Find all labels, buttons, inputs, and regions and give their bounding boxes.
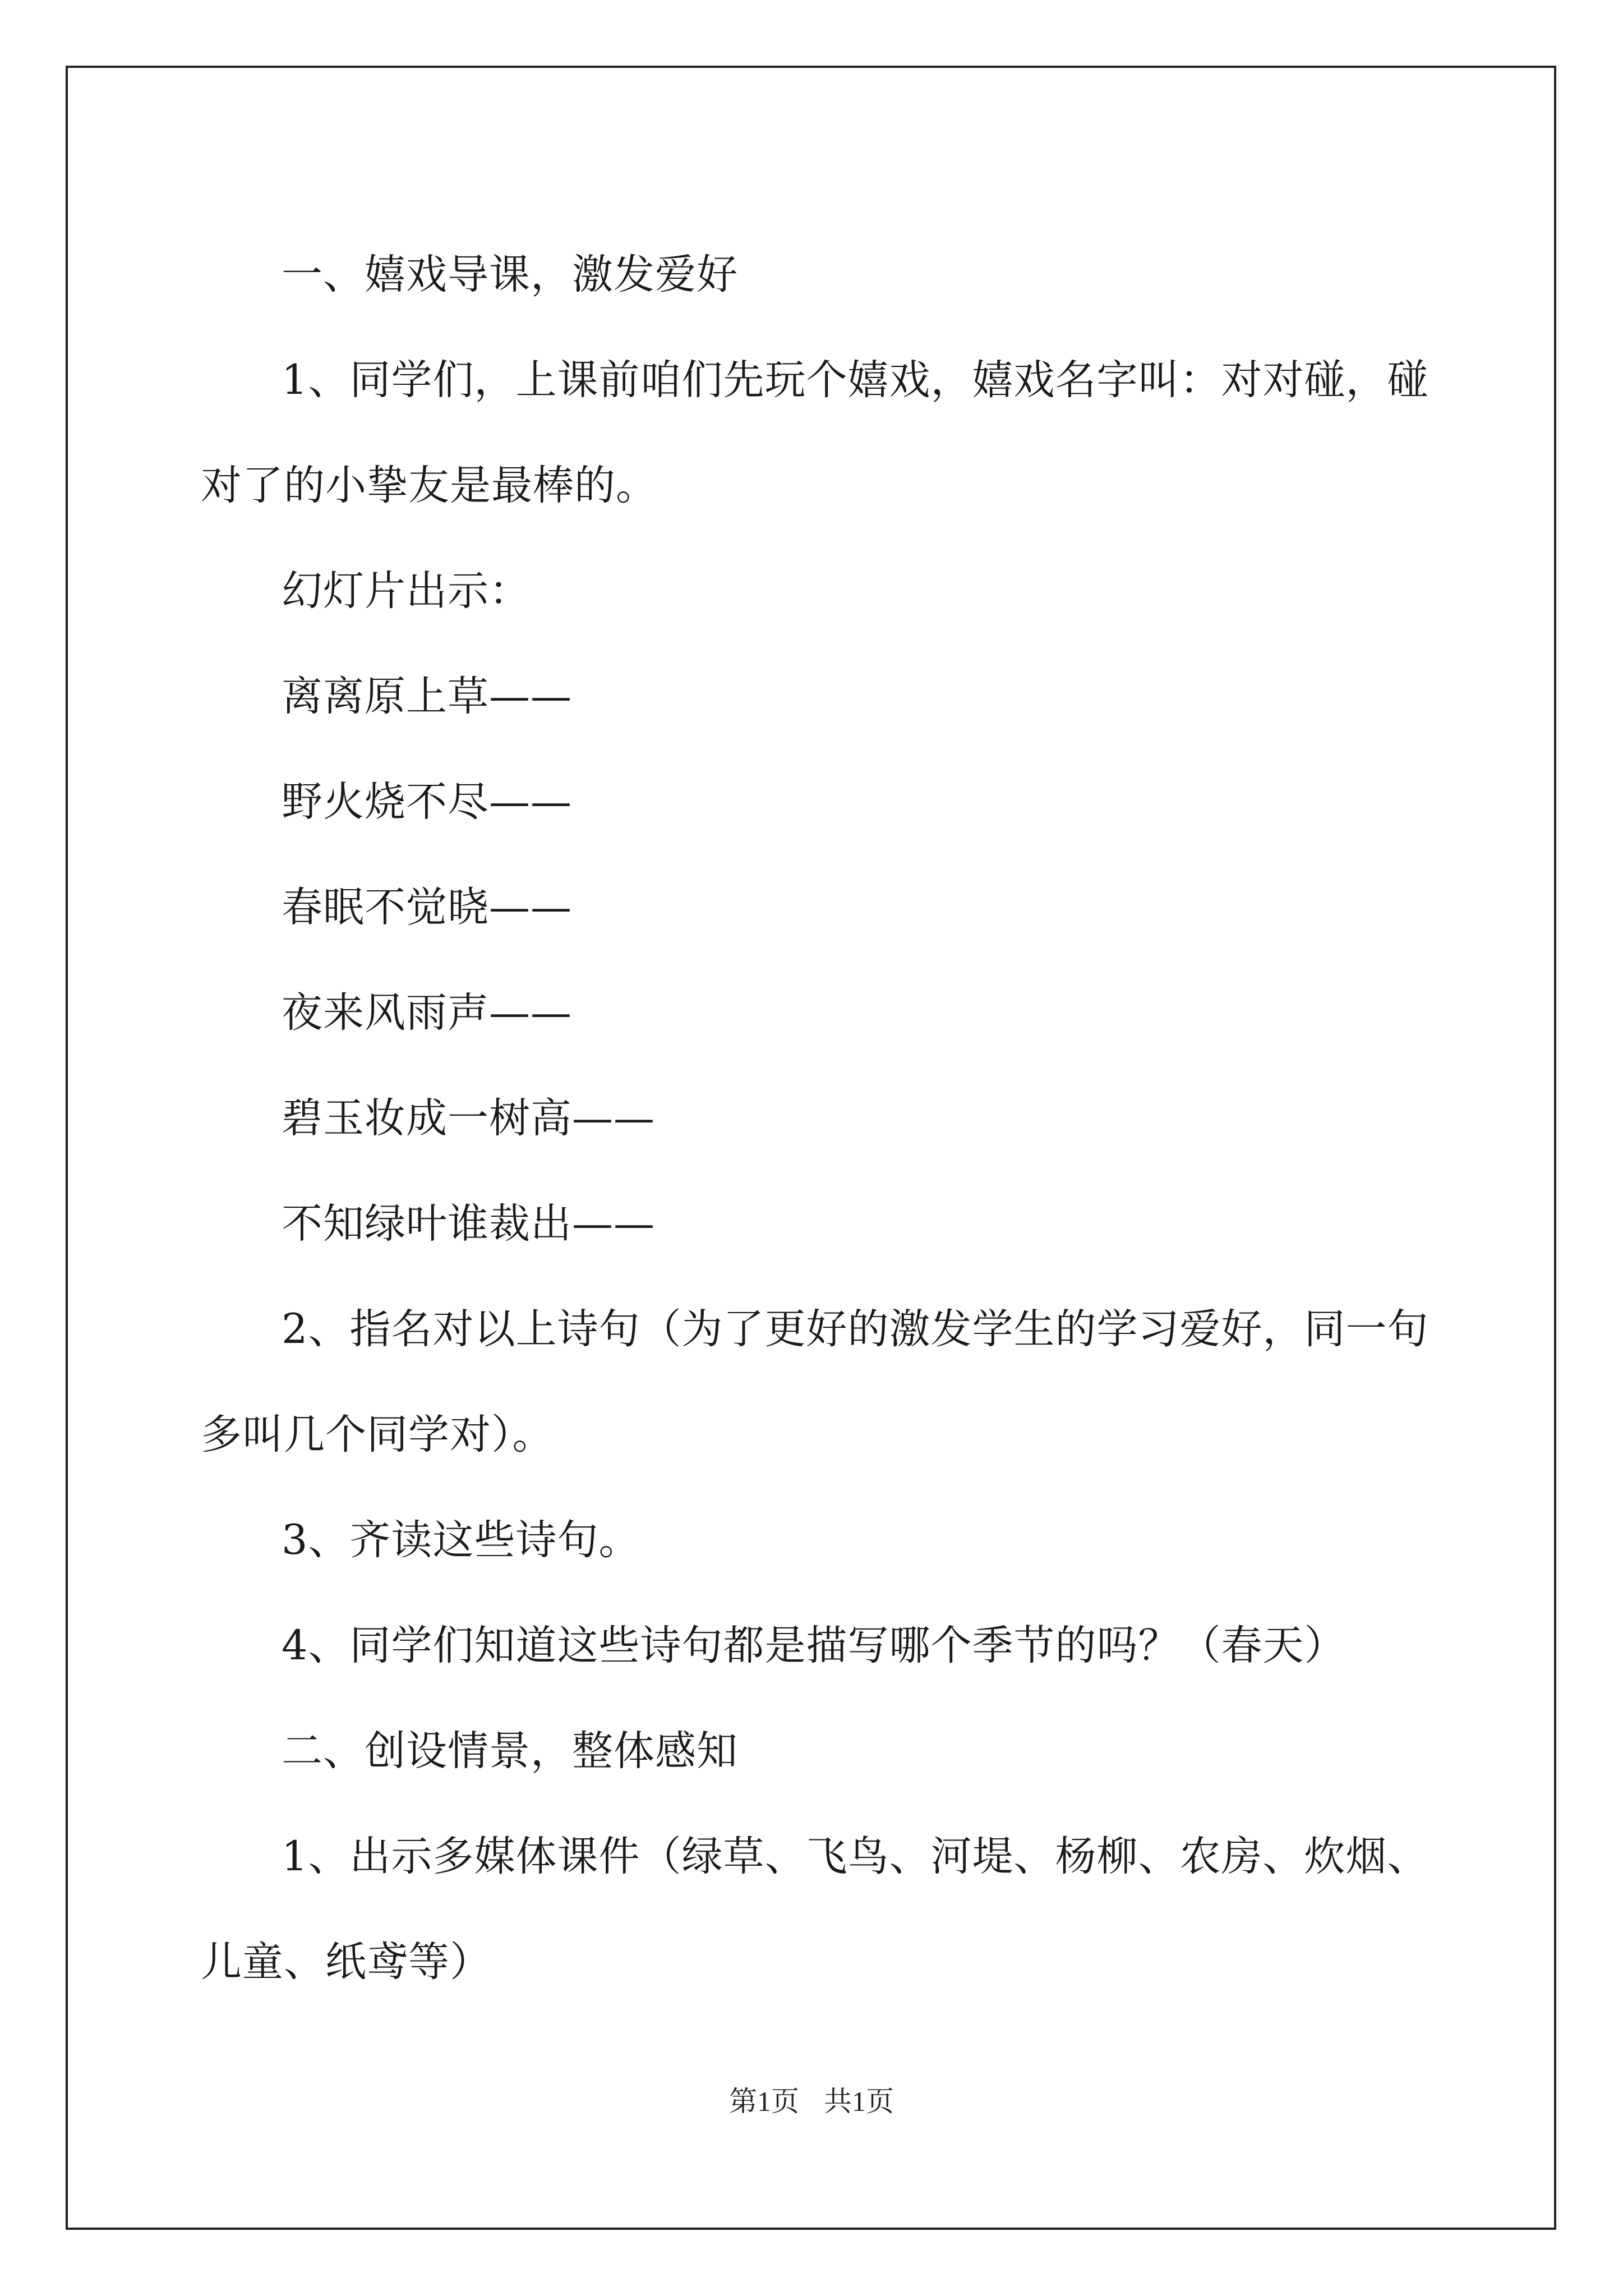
- heading-section-2: 二、创设情景，整体感知: [282, 1727, 738, 1775]
- page-footer: [0, 2085, 1623, 2118]
- poem-line: 春眠不觉晓——: [282, 884, 572, 931]
- poem-line: 夜来风雨声——: [282, 989, 572, 1037]
- paragraph: 4、同学们知道这些诗句都是描写哪个季节的吗？（春天）: [282, 1622, 1346, 1669]
- document-body: [201, 222, 1435, 2015]
- page-total: 共1页: [824, 2086, 894, 2117]
- poem-line: 野火烧不尽——: [282, 778, 572, 826]
- paragraph: 2、指名对以上诗句（为了更好的激发学生的学习爱好，同一句多叫几个同学对）。: [201, 1305, 1429, 1458]
- poem-line: 不知绿叶谁裁出——: [282, 1200, 655, 1248]
- poem-line: 碧玉妆成一树高——: [282, 1094, 655, 1142]
- paragraph: 幻灯片出示：: [282, 567, 531, 615]
- paragraph: 1、同学们，上课前咱们先玩个嬉戏，嬉戏名字叫：对对碰，碰对了的小挚友是最棒的。: [201, 356, 1429, 509]
- page-number: 第1页: [729, 2086, 799, 2117]
- heading-section-1: 一、嬉戏导课，激发爱好: [282, 251, 738, 298]
- poem-line: 离离原上草——: [282, 673, 572, 720]
- paragraph: 3、齐读这些诗句。: [282, 1516, 640, 1564]
- paragraph: 1、出示多媒体课件（绿草、飞鸟、河堤、杨柳、农房、炊烟、儿童、纸鸢等）: [201, 1833, 1429, 1986]
